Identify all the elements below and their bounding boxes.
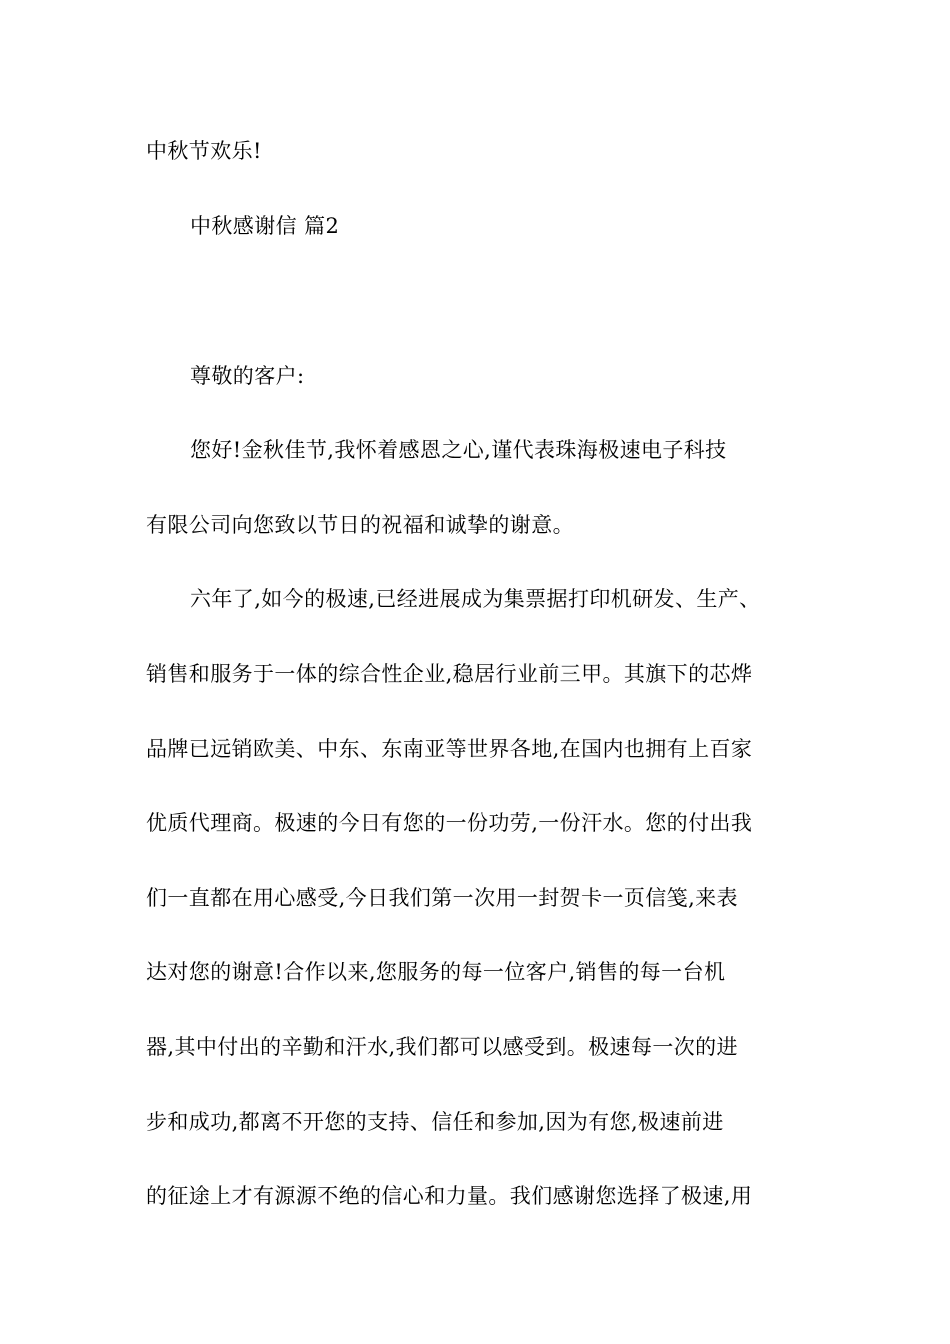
paragraph-line: 的征途上才有源源不绝的信心和力量。我们感谢您选择了极速,用	[146, 1184, 753, 1208]
paragraph-line: 步和成功,都离不开您的支持、信任和参加,因为有您,极速前进	[146, 1110, 724, 1134]
section-heading: 中秋感谢信 篇2	[190, 214, 340, 238]
paragraph-line: 六年了,如今的极速,已经进展成为集票据打印机研发、生产、	[190, 587, 761, 611]
paragraph-line: 您好!金秋佳节,我怀着感恩之心,谨代表珠海极速电子科技	[190, 438, 727, 462]
paragraph-line: 们一直都在用心感受,今日我们第一次用一封贺卡一页信笺,来表	[146, 886, 738, 910]
paragraph-line: 达对您的谢意!合作以来,您服务的每一位客户,销售的每一台机	[146, 960, 726, 984]
paragraph-line: 器,其中付出的辛勤和汗水,我们都可以感受到。极速每一次的进	[146, 1035, 738, 1059]
salutation: 尊敬的客户:	[190, 364, 305, 388]
paragraph-line: 优质代理商。极速的今日有您的一份功劳,一份汗水。您的付出我	[146, 811, 753, 835]
paragraph-line: 品牌已远销欧美、中东、东南亚等世界各地,在国内也拥有上百家	[146, 737, 753, 761]
paragraph-line: 销售和服务于一体的综合性企业,稳居行业前三甲。其旗下的芯烨	[146, 662, 753, 686]
paragraph-line: 有限公司向您致以节日的祝福和诚挚的谢意。	[146, 513, 574, 537]
closing-line: 中秋节欢乐!	[146, 139, 262, 163]
